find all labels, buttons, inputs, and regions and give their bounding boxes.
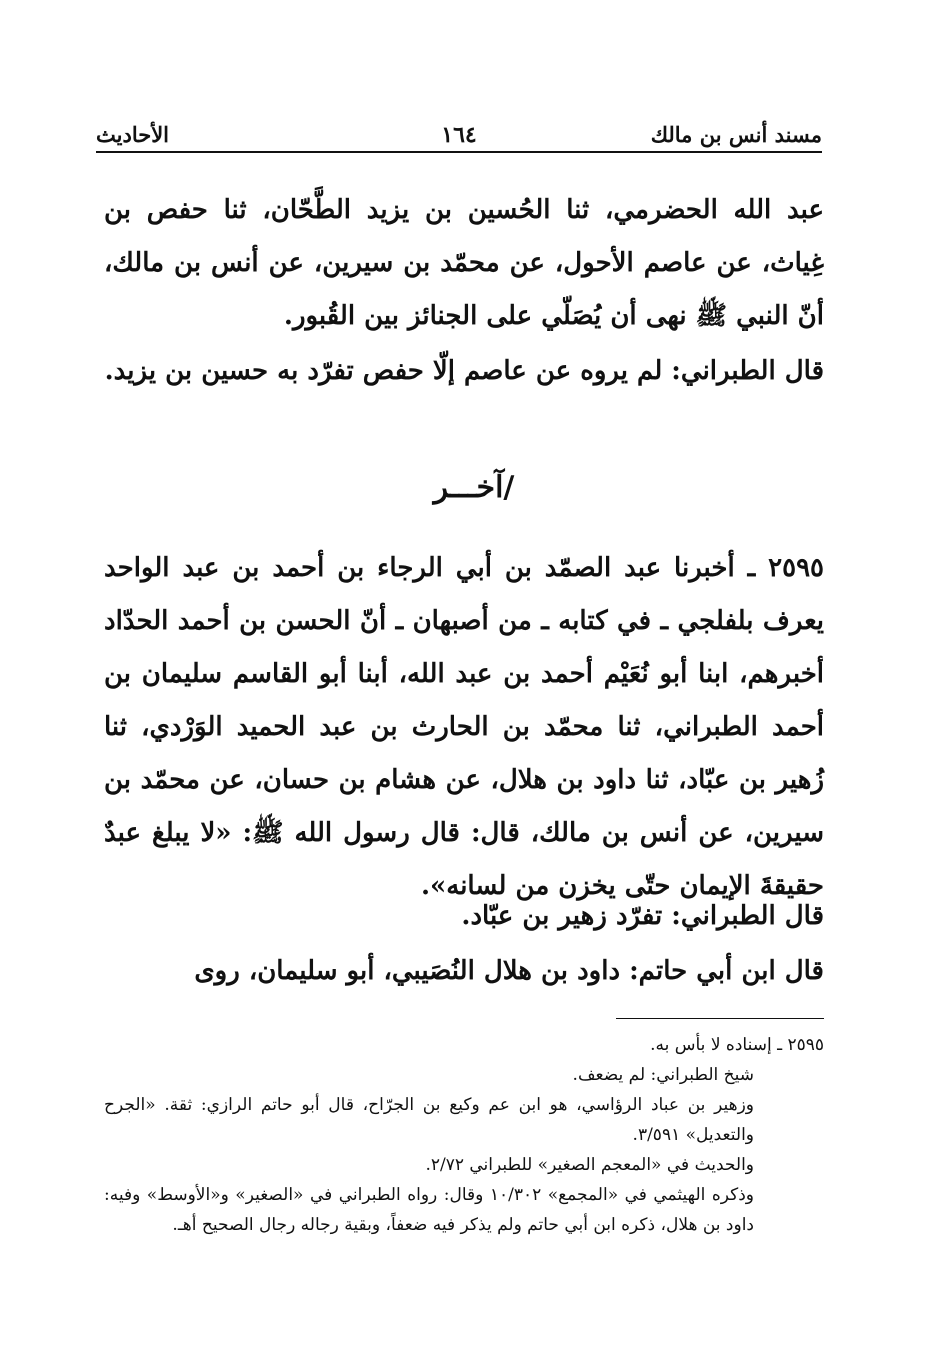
section-heading: /آخـــر (433, 470, 515, 505)
paragraph-ibn-abi-hatim: قال ابن أبي حاتم: داود بن هلال النُصَيبي، أبو سليمان، روى (194, 956, 824, 986)
page-number: ١٦٤ (441, 122, 477, 148)
paragraph-hadith-2595: ٢٥٩٥ ـ أخبرنا عبد الصمّد بن أبي الرجاء بن أحمد بن عبد الواحد يعرف بلفلجي ـ في كتابه ـ من أصبهان ـ أنّ الحسن بن أحمد الحدّاد أخبرهم، ابنا أبو نُعَيْم أحمد بن عبد الله، أبنا أبو القاسم سليمان بن أحمد الطبراني، ثنا محمّد بن الحارث بن عبد الحميد الوَرْدي، ثنا زُهير بن عبّاد، ثنا داود بن هلال، عن هشام بن حسان، عن محمّد بن سيرين، عن أنس بن مالك، قال: قال رسول الله ﷺ: «لا يبلغ عبدٌ حقيقةَ الإيمان حتّى يخزن من لسانه». (104, 553, 824, 901)
footnote-line: وزهير بن عباد الرؤاسي، هو ابن عم وكيع بن الجرّاح، قال أبو حاتم الرازي: ثقة. «الجرح والتعديل» ٣/٥٩١. (104, 1095, 754, 1145)
footnote-line: ٢٥٩٥ ـ إسناده لا بأس به. (650, 1035, 824, 1055)
header-book-title: مسند أنس بن مالك (650, 122, 822, 147)
paragraph-tabarani-note: قال الطبراني: تفرّد زهير بن عبّاد. (461, 901, 824, 931)
footnote-line: وذكره الهيثمي في «المجمع» ١٠/٣٠٢ وقال: رواه الطبراني في «الصغير» و«الأوسط» وفيه: داود بن هلال، ذكره ابن أبي حاتم ولم يذكر فيه ضعفاً، وبقية رجاله رجال الصحيح أهـ. (104, 1185, 755, 1235)
footnotes (104, 1030, 824, 1240)
footnote-line: شيخ الطبراني: لم يضعف. (572, 1065, 754, 1085)
footnote-line: والحديث في «المعجم الصغير» للطبراني ٢/٧٢. (425, 1155, 754, 1175)
page-header (96, 118, 822, 154)
paragraph-hadith-continuation: عبد الله الحضرمي، ثنا الحُسين بن يزيد الطَّحّان، ثنا حفص بن غِياث، عن عاصم الأحول، عن محمّد بن سيرين، عن أنس بن مالك، أنّ النبي ﷺ نهى أن يُصَلّي على الجنائز بين القُبور. (104, 195, 824, 331)
header-divider (96, 151, 822, 153)
footnote-divider (616, 1018, 824, 1019)
paragraph-tabarani-comment: قال الطبراني: لم يروه عن عاصم إلّا حفص تفرّد به حسين بن يزيد. (104, 356, 824, 386)
header-section-title: الأحاديث (96, 122, 170, 147)
